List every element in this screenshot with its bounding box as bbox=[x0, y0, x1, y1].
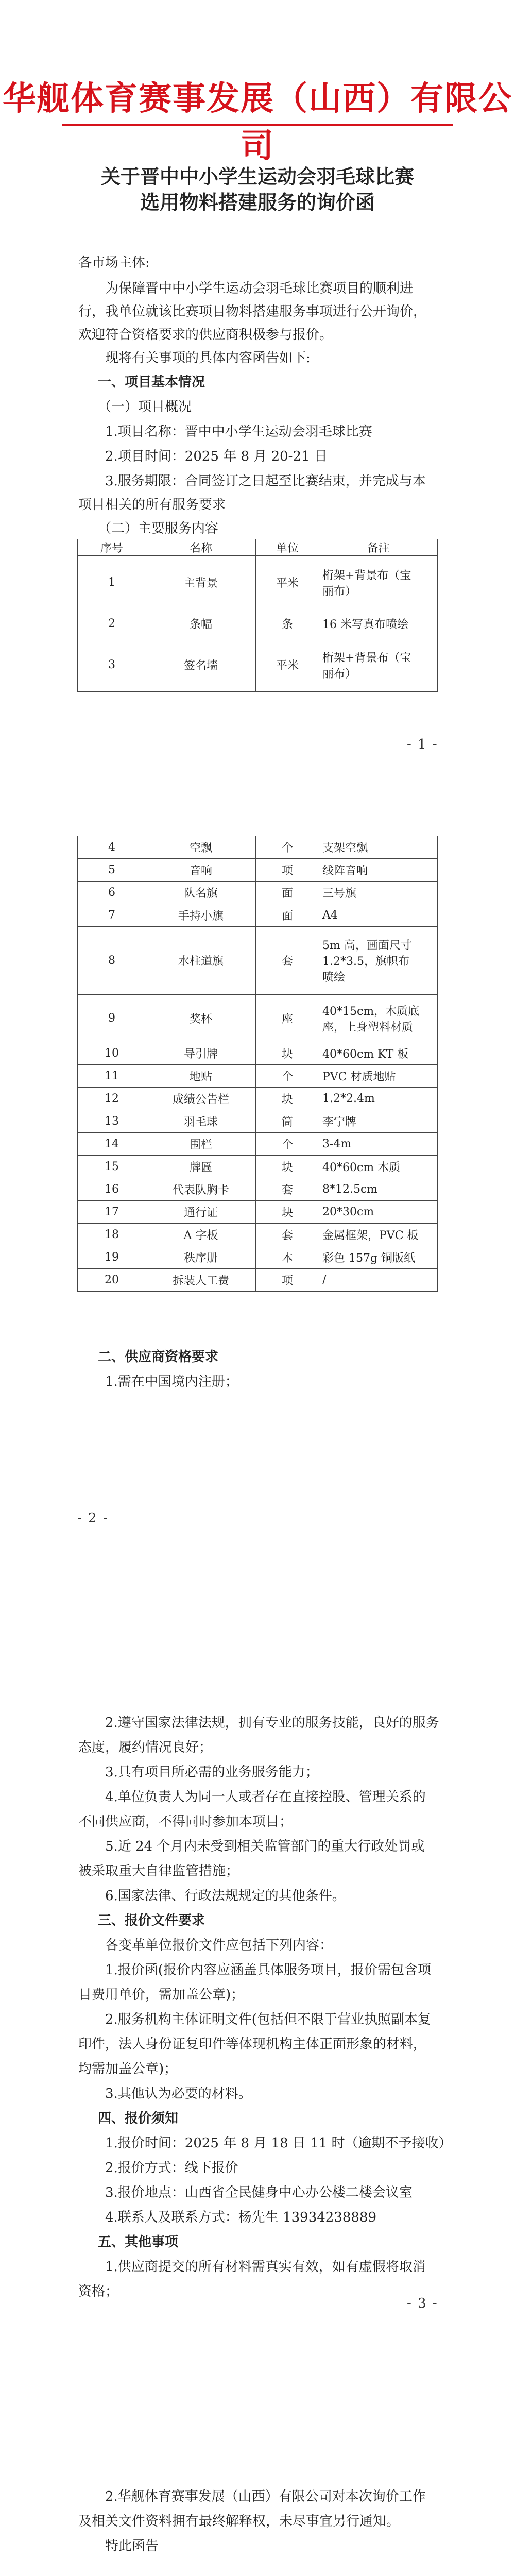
note-line: 5m 高，画面尺寸 bbox=[322, 939, 412, 952]
cell-unit: 面 bbox=[256, 882, 319, 904]
cell-name: 队名旗 bbox=[146, 882, 256, 904]
cell-no: 3 bbox=[78, 638, 146, 692]
note-line: 支架空飘 bbox=[322, 842, 368, 855]
project-time: 2.项目时间：2025 年 8 月 20-21 日 bbox=[105, 449, 328, 464]
table-row bbox=[78, 1042, 438, 1065]
cell-unit: 项 bbox=[256, 1269, 319, 1292]
note-line: 李宁牌 bbox=[322, 1116, 357, 1129]
document-title-line-1: 关于晋中中小学生运动会羽毛球比赛 bbox=[100, 165, 414, 188]
cell-no: 4 bbox=[78, 836, 146, 859]
qualification-6: 6.国家法律、行政法规规定的其他条件。 bbox=[105, 1888, 346, 1904]
cell-no: 13 bbox=[78, 1110, 146, 1133]
table-row bbox=[78, 1088, 438, 1110]
cell-note bbox=[319, 859, 438, 882]
cell-unit: 座 bbox=[256, 995, 319, 1042]
cell-name: 地贴 bbox=[146, 1065, 256, 1088]
cell-unit: 套 bbox=[256, 1178, 319, 1201]
cell-name: 围栏 bbox=[146, 1133, 256, 1156]
cell-note bbox=[319, 1042, 438, 1065]
qualification-5-line-2: 被采取重大自律监管措施； bbox=[78, 1863, 239, 1879]
cell-unit: 套 bbox=[256, 927, 319, 995]
note-line: / bbox=[322, 1274, 327, 1286]
cell-name: 成绩公告栏 bbox=[146, 1088, 256, 1110]
qualification-3: 3.具有项目所必需的业务服务能力； bbox=[105, 1765, 319, 1780]
table-row bbox=[78, 1201, 438, 1224]
service-period-line-2: 项目相关的所有服务要求 bbox=[78, 497, 226, 513]
service-period-line-1: 3.服务期限：合同签订之日起至比赛结束，并完成与本 bbox=[105, 473, 426, 489]
section-1-heading: 一、项目基本情况 bbox=[98, 375, 205, 390]
note-line: 1.2*2.4m bbox=[322, 1092, 375, 1105]
table-row bbox=[78, 995, 438, 1042]
cell-no: 15 bbox=[78, 1156, 146, 1178]
table-row bbox=[78, 1178, 438, 1201]
cell-name: 代表队胸卡 bbox=[146, 1178, 256, 1201]
cell-unit: 个 bbox=[256, 1065, 319, 1088]
quote-doc-2-line-1: 2.服务机构主体证明文件(包括但不限于营业执照副本复 bbox=[105, 2012, 431, 2027]
other-item-1-line-1: 1.供应商提交的所有材料需真实有效，如有虚假将取消 bbox=[105, 2259, 426, 2275]
note-line: 桁架+背景布（宝 bbox=[322, 651, 411, 665]
company-red-header: 华舰体育赛事发展（山西）有限公司 bbox=[3, 80, 512, 165]
section-5-heading: 五、其他事项 bbox=[98, 2234, 179, 2250]
table-row bbox=[78, 859, 438, 882]
note-line: 40*60cm KT 板 bbox=[322, 1048, 409, 1061]
document-title-line-2: 选用物料搭建服务的询价函 bbox=[140, 191, 375, 214]
table-row bbox=[78, 1065, 438, 1088]
cell-no: 7 bbox=[78, 904, 146, 927]
note-line: 线阵音响 bbox=[322, 865, 368, 877]
cell-no: 11 bbox=[78, 1065, 146, 1088]
cell-name: 音响 bbox=[146, 859, 256, 882]
quote-doc-2-line-3: 均需加盖公章)； bbox=[78, 2061, 178, 2077]
note-line: 桁架+背景布（宝 bbox=[322, 569, 411, 582]
table-row bbox=[78, 638, 438, 692]
service-table-page-1 bbox=[77, 539, 438, 692]
cell-no: 2 bbox=[78, 609, 146, 638]
note-line: 喷绘 bbox=[322, 971, 346, 984]
intro-line-2: 行，我单位就该比赛项目物料搭建服务事项进行公开询价， bbox=[78, 304, 427, 319]
cell-note bbox=[319, 1178, 438, 1201]
intro-line-3: 欢迎符合资格要求的供应商积极参与报价。 bbox=[78, 327, 333, 343]
cell-note bbox=[319, 1065, 438, 1088]
note-line: 彩色 157g 铜版纸 bbox=[322, 1252, 416, 1265]
quote-doc-1-line-2: 目费用单价，需加盖公章)； bbox=[78, 1987, 245, 2003]
cell-note bbox=[319, 904, 438, 927]
qualification-1: 1.需在中国境内注册； bbox=[105, 1374, 238, 1389]
other-item-2-line-1: 2.华舰体育赛事发展（山西）有限公司对本次询价工作 bbox=[105, 2489, 426, 2504]
qualification-2-line-1: 2.遵守国家法律法规，拥有专业的服务技能，良好的服务 bbox=[105, 1715, 439, 1731]
page-2 bbox=[0, 774, 515, 1548]
cell-name: 通行证 bbox=[146, 1201, 256, 1224]
cell-name: 导引牌 bbox=[146, 1042, 256, 1065]
quote-docs-intro: 各变革单位报价文件应包括下列内容： bbox=[105, 1938, 333, 1953]
cell-note bbox=[319, 927, 438, 995]
table-row bbox=[78, 836, 438, 859]
note-line: 金属框架，PVC 板 bbox=[322, 1229, 419, 1242]
cell-note bbox=[319, 1201, 438, 1224]
table-row bbox=[78, 927, 438, 995]
cell-note bbox=[319, 638, 438, 692]
cell-name: 空飘 bbox=[146, 836, 256, 859]
table-row bbox=[78, 1110, 438, 1133]
note-line: 8*12.5cm bbox=[322, 1183, 378, 1196]
cell-no: 9 bbox=[78, 995, 146, 1042]
page-1 bbox=[0, 0, 515, 774]
other-item-1-line-2: 资格； bbox=[78, 2284, 119, 2299]
quote-method: 2.报价方式：线下报价 bbox=[105, 2160, 238, 2176]
page-number: - 3 - bbox=[407, 2296, 438, 2311]
qualification-5-line-1: 5.近 24 个月内未受到相关监管部门的重大行政处罚或 bbox=[105, 1839, 425, 1854]
cell-unit: 块 bbox=[256, 1088, 319, 1110]
cell-unit: 个 bbox=[256, 836, 319, 859]
cell-unit: 本 bbox=[256, 1246, 319, 1269]
note-line: 20*30cm bbox=[322, 1206, 374, 1218]
note-line: 3-4m bbox=[322, 1138, 352, 1150]
cell-note bbox=[319, 995, 438, 1042]
cell-no: 12 bbox=[78, 1088, 146, 1110]
note-line: 座，上身塑料材质 bbox=[322, 1021, 414, 1034]
section-1-sub-2: （二）主要服务内容 bbox=[98, 521, 219, 536]
qualification-4-line-1: 4.单位负责人为同一人或者存在直接控股、管理关系的 bbox=[105, 1789, 426, 1805]
cell-unit: 套 bbox=[256, 1224, 319, 1246]
col-header-unit: 单位 bbox=[256, 539, 319, 556]
cell-note bbox=[319, 1110, 438, 1133]
quote-time: 1.报价时间：2025 年 8 月 18 日 11 时（逾期不予接收） bbox=[105, 2136, 452, 2151]
cell-note bbox=[319, 1088, 438, 1110]
cell-name: 牌匾 bbox=[146, 1156, 256, 1178]
cell-note bbox=[319, 836, 438, 859]
cell-unit: 块 bbox=[256, 1042, 319, 1065]
cell-name: 拆装人工费 bbox=[146, 1269, 256, 1292]
col-header-note: 备注 bbox=[319, 539, 438, 556]
cell-unit: 个 bbox=[256, 1133, 319, 1156]
note-line: 丽布） bbox=[322, 667, 357, 681]
cell-note bbox=[319, 1246, 438, 1269]
cell-unit: 条 bbox=[256, 609, 319, 638]
cell-name: 水柱道旗 bbox=[146, 927, 256, 995]
cell-name: 秩序册 bbox=[146, 1246, 256, 1269]
cell-name: A 字板 bbox=[146, 1224, 256, 1246]
red-divider-line bbox=[62, 124, 453, 126]
cell-no: 14 bbox=[78, 1133, 146, 1156]
cell-unit: 项 bbox=[256, 859, 319, 882]
note-line: 40*60cm 木质 bbox=[322, 1161, 401, 1174]
cell-no: 8 bbox=[78, 927, 146, 995]
page-number: - 2 - bbox=[77, 1511, 109, 1526]
cell-name: 羽毛球 bbox=[146, 1110, 256, 1133]
quote-location: 3.报价地点：山西省全民健身中心办公楼二楼会议室 bbox=[105, 2185, 413, 2200]
cell-no: 6 bbox=[78, 882, 146, 904]
section-2-heading: 二、供应商资格要求 bbox=[98, 1349, 219, 1365]
cell-name: 条幅 bbox=[146, 609, 256, 638]
table-row bbox=[78, 1269, 438, 1292]
cell-unit: 平米 bbox=[256, 638, 319, 692]
section-1-sub-1: （一）项目概况 bbox=[98, 399, 192, 415]
cell-name: 奖杯 bbox=[146, 995, 256, 1042]
cell-no: 19 bbox=[78, 1246, 146, 1269]
cell-no: 5 bbox=[78, 859, 146, 882]
cell-unit: 面 bbox=[256, 904, 319, 927]
note-line: 三号旗 bbox=[322, 887, 357, 900]
quote-doc-2-line-2: 印件，法人身份证复印件等体现机构主体正面形象的材料， bbox=[78, 2037, 427, 2052]
cell-note bbox=[319, 1156, 438, 1178]
quote-doc-1-line-1: 1.报价函(报价内容应涵盖具体服务项目，报价需包含项 bbox=[105, 1962, 431, 1978]
col-header-name: 名称 bbox=[146, 539, 256, 556]
qualification-2-line-2: 态度，履约情况良好； bbox=[78, 1740, 213, 1755]
cell-no: 18 bbox=[78, 1224, 146, 1246]
qualification-4-line-2: 不同供应商，不得同时参加本项目； bbox=[78, 1814, 293, 1829]
table-row bbox=[78, 1133, 438, 1156]
note-line: 1.2*3.5，旗帜布 bbox=[322, 955, 409, 968]
table-row bbox=[78, 882, 438, 904]
closing-remark: 特此函告 bbox=[105, 2538, 159, 2554]
cell-note bbox=[319, 556, 438, 609]
cell-note: 16 米写真布喷绘 bbox=[319, 609, 438, 638]
section-3-heading: 三、报价文件要求 bbox=[98, 1913, 205, 1928]
table-row bbox=[78, 904, 438, 927]
project-name: 1.项目名称：晋中中小学生运动会羽毛球比赛 bbox=[105, 424, 372, 439]
cell-name: 签名墙 bbox=[146, 638, 256, 692]
contact-info: 4.联系人及联系方式：杨先生 13934238889 bbox=[105, 2210, 377, 2225]
table-row bbox=[78, 1224, 438, 1246]
table-header-row bbox=[78, 539, 438, 556]
note-line: PVC 材质地贴 bbox=[322, 1071, 396, 1083]
cell-no: 17 bbox=[78, 1201, 146, 1224]
cell-no: 16 bbox=[78, 1178, 146, 1201]
cell-note bbox=[319, 1224, 438, 1246]
table-row bbox=[78, 609, 438, 638]
page-number: - 1 - bbox=[407, 737, 438, 752]
note-line: 40*15cm，木质底 bbox=[322, 1005, 420, 1018]
page-3 bbox=[0, 1548, 515, 2321]
note-line: A4 bbox=[322, 909, 338, 922]
cell-note bbox=[319, 1133, 438, 1156]
cell-no: 1 bbox=[78, 556, 146, 609]
table-row bbox=[78, 556, 438, 609]
greeting: 各市场主体: bbox=[78, 255, 150, 270]
cell-unit: 筒 bbox=[256, 1110, 319, 1133]
intro-line-1: 为保障晋中中小学生运动会羽毛球比赛项目的顺利进 bbox=[105, 281, 414, 296]
cell-name: 主背景 bbox=[146, 556, 256, 609]
other-item-2-line-2: 及相关文件资料拥有最终解释权，未尽事宜另行通知。 bbox=[78, 2514, 400, 2529]
intro-line-4: 现将有关事项的具体内容函告如下: bbox=[105, 350, 311, 366]
cell-note bbox=[319, 1269, 438, 1292]
cell-note bbox=[319, 882, 438, 904]
quote-doc-3: 3.其他认为必要的材料。 bbox=[105, 2086, 252, 2102]
cell-unit: 块 bbox=[256, 1156, 319, 1178]
cell-no: 10 bbox=[78, 1042, 146, 1065]
cell-unit: 平米 bbox=[256, 556, 319, 609]
col-header-no: 序号 bbox=[78, 539, 146, 556]
page-4 bbox=[0, 2321, 515, 2576]
table-row bbox=[78, 1156, 438, 1178]
table-row bbox=[78, 1246, 438, 1269]
cell-no: 20 bbox=[78, 1269, 146, 1292]
note-line: 丽布） bbox=[322, 585, 357, 598]
cell-name: 手持小旗 bbox=[146, 904, 256, 927]
section-4-heading: 四、报价须知 bbox=[98, 2111, 179, 2126]
cell-unit: 块 bbox=[256, 1201, 319, 1224]
service-table-page-2 bbox=[77, 836, 438, 1292]
